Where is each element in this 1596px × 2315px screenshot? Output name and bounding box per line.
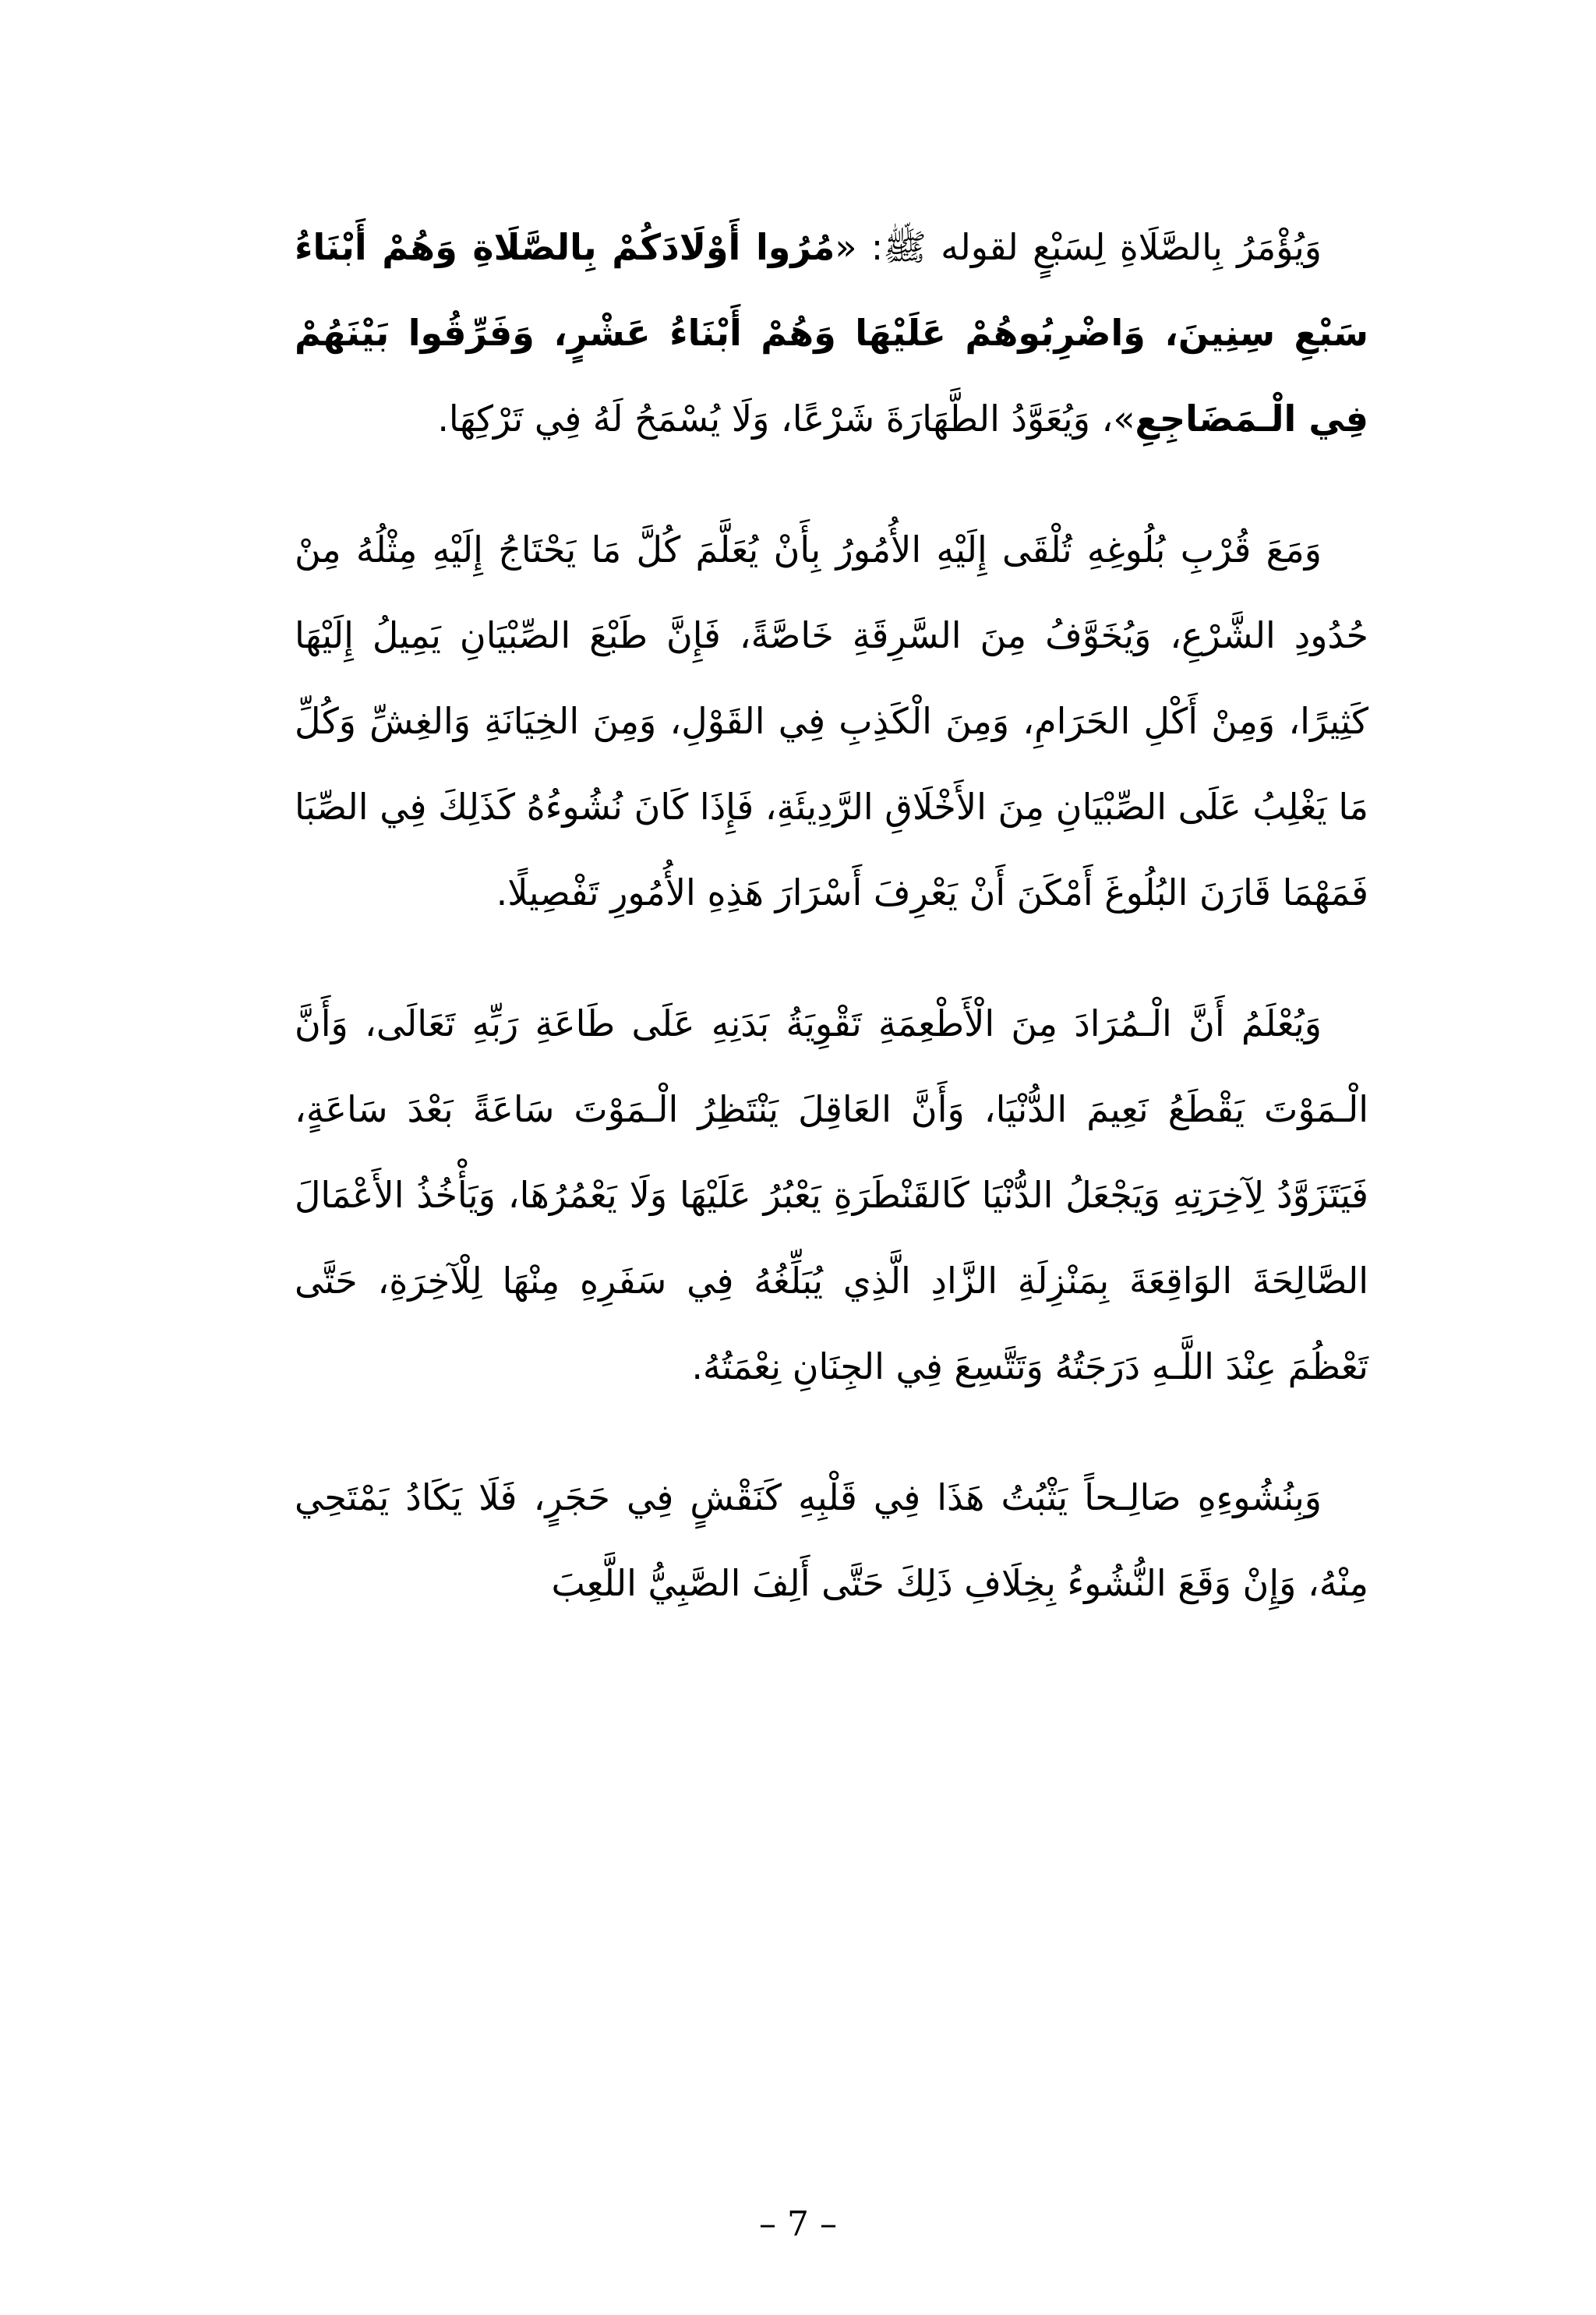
paragraph-prayer — [295, 204, 1368, 461]
paragraph-prayer-intro: وَيُؤْمَرُ بِالصَّلَاةِ لِسَبْعٍ لقوله ﷺ: « — [835, 226, 1322, 268]
page-number: – 7 – — [759, 2204, 837, 2244]
paragraph-upbringing: وَبِنُشُوءِهِ صَالِـحاً يَثْبُتُ هَذَا فِي قَلْبِهِ كَنَقْشٍ فِي حَجَرٍ، فَلَا يَكَادُ يَمْتَحِي مِنْهُ، وَإِنْ وَقَعَ النُّشُوءُ بِخِلَافِ ذَلِكَ حَتَّى أَلِفَ الصَّبِيُّ اللَّعِبَ — [295, 1476, 1368, 1604]
paragraph-food-purpose: وَيُعْلَمُ أَنَّ الْـمُرَادَ مِنَ الْأَطْعِمَةِ تَقْوِيَةُ بَدَنِهِ عَلَى طَاعَةِ رَبِّهِ تَعَالَى، وَأَنَّ الْـمَوْتَ يَقْطَعُ نَعِيمَ الدُّنْيَا، وَأَنَّ العَاقِلَ يَنْتَظِرُ الْـمَوْتَ سَاعَةً بَعْدَ سَاعَةٍ، فَيَتَزَوَّدُ لِآخِرَتِهِ وَيَجْعَلُ الدُّنْيَا كَالقَنْطَرَةِ يَعْبُرُ عَلَيْهَا وَلَا يَعْمُرُهَا، وَيَأْخُذُ الأَعْمَالَ الصَّالِحَةَ الوَاقِعَةَ بِمَنْزِلَةِ الزَّادِ الَّذِي يُبَلِّغُهُ فِي سَفَرِهِ مِنْهَا لِلْآخِرَةِ، حَتَّى تَعْظُمَ عِنْدَ اللَّـهِ دَرَجَتُهُ وَتَتَّسِعَ فِي الجِنَانِ نِعْمَتُهُ. — [295, 1002, 1368, 1387]
paragraph-puberty: وَمَعَ قُرْبِ بُلُوغِهِ تُلْقَى إِلَيْهِ الأُمُورُ بِأَنْ يُعَلَّمَ كُلَّ مَا يَحْتَاجُ إِلَيْهِ مِثْلُهُ مِنْ حُدُودِ الشَّرْعِ، وَيُخَوَّفُ مِنَ السَّرِقَةِ خَاصَّةً، فَإِنَّ طَبْعَ الصِّبْيَانِ يَمِيلُ إِلَيْهَا كَثِيرًا، وَمِنْ أَكْلِ الحَرَامِ، وَمِنَ الْكَذِبِ فِي القَوْلِ، وَمِنَ الخِيَانَةِ وَالغِشِّ وَكُلِّ مَا يَغْلِبُ عَلَى الصِّبْيَانِ مِنَ الأَخْلَاقِ الرَّدِيئَةِ، فَإِذَا كَانَ نُشُوءُهُ كَذَلِكَ فِي الصِّبَا فَمَهْمَا قَارَنَ البُلُوغَ أَمْكَنَ أَنْ يَعْرِفَ أَسْرَارَ هَذِهِ الأُمُورِ تَفْصِيلًا. — [295, 528, 1368, 914]
paragraph-prayer-ending: »، وَيُعَوَّدُ الطَّهَارَةَ شَرْعًا، وَلَا يُسْمَحُ لَهُ فِي تَرْكِهَا. — [437, 398, 1135, 440]
body-text — [295, 204, 1368, 1671]
hadith-quote: مُرُوا أَوْلَادَكُمْ بِالصَّلَاةِ وَهُمْ أَبْنَاءُ سَبْعِ سِنِينَ، وَاضْرِبُوهُمْ عَلَيْهَا وَهُمْ أَبْنَاءُ عَشْرٍ، وَفَرِّقُوا بَيْنَهُمْ فِي الْـمَضَاجِعِ — [295, 226, 1368, 440]
